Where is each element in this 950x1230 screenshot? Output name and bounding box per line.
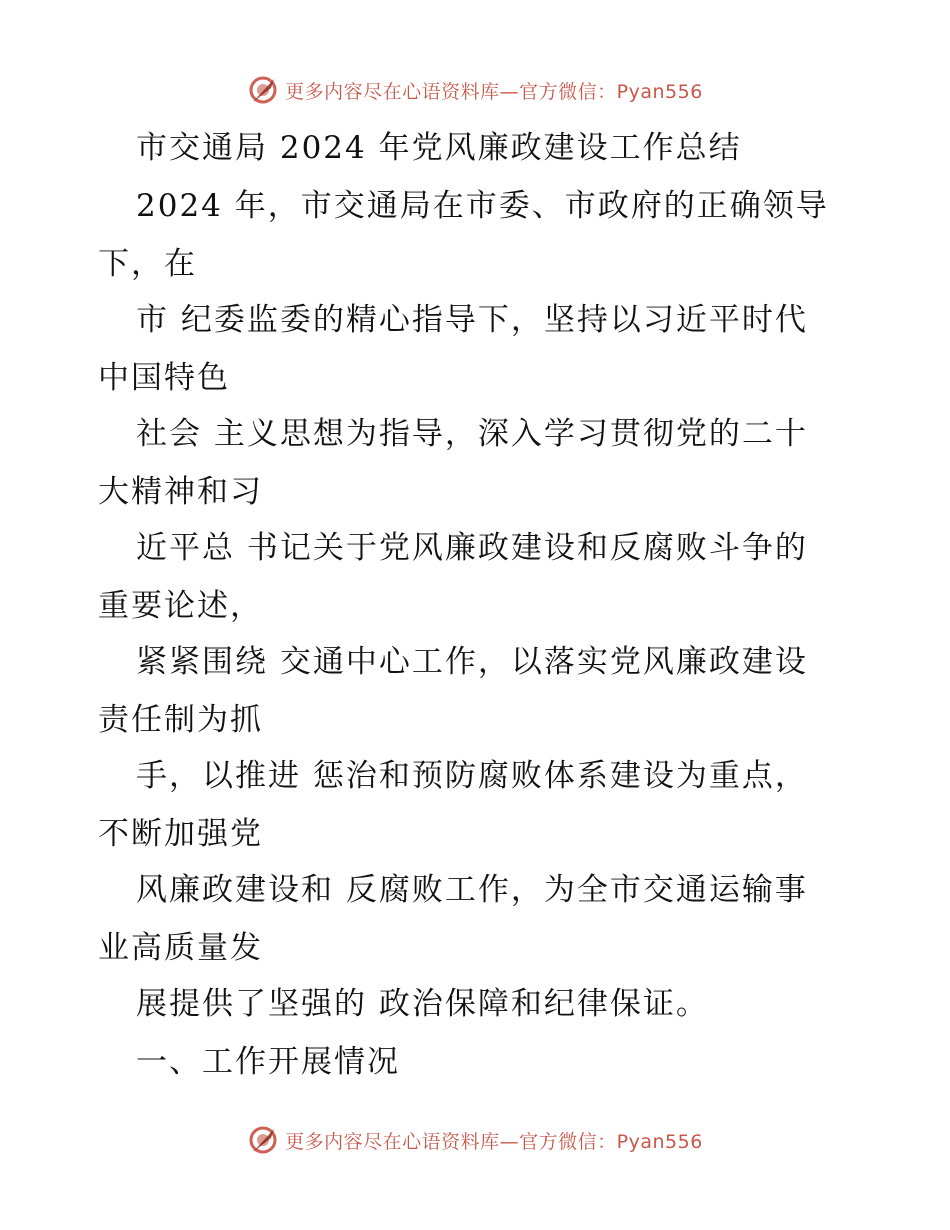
document-body bbox=[98, 125, 858, 1097]
paragraph-line: 下，在 bbox=[98, 246, 197, 282]
paragraph-line: 市 纪委监委的精心指导下，坚持以习近平时代 bbox=[136, 302, 808, 338]
paragraph-line: 重要论述， bbox=[98, 588, 263, 624]
watermark-text-bottom: 更多内容尽在心语资料库—官方微信：Pyan556 bbox=[285, 1130, 703, 1153]
watermark-banner-bottom bbox=[0, 1123, 950, 1157]
paragraph-line: 大精神和习 bbox=[98, 474, 263, 510]
quill-pen-logo-icon bbox=[247, 1124, 279, 1156]
paragraph-line: 风廉政建设和 反腐败工作，为全市交通运输事 bbox=[136, 872, 808, 908]
paragraph-line: 社会 主义思想为指导，深入学习贯彻党的二十 bbox=[136, 416, 808, 452]
paragraph-line: 业高质量发 bbox=[98, 930, 263, 966]
watermark-banner-top bbox=[0, 73, 950, 107]
paragraph-line: 不断加强党 bbox=[98, 816, 263, 852]
paragraph-line: 展提供了坚强的 政治保障和纪律保证。 bbox=[136, 986, 709, 1022]
quill-pen-logo-icon bbox=[247, 74, 279, 106]
document-title: 市交通局 2024 年党风廉政建设工作总结 bbox=[136, 130, 742, 166]
paragraph-line: 手，以推进 惩治和预防腐败体系建设为重点， bbox=[136, 758, 808, 794]
paragraph-line: 紧紧围绕 交通中心工作，以落实党风廉政建设 bbox=[136, 644, 808, 680]
paragraph-line: 中国特色 bbox=[98, 360, 230, 396]
paragraph-line: 2024 年，市交通局在市委、市政府的正确领导 bbox=[136, 188, 829, 224]
section-heading: 一、工作开展情况 bbox=[136, 1044, 400, 1080]
watermark-text-top: 更多内容尽在心语资料库—官方微信：Pyan556 bbox=[285, 80, 703, 103]
paragraph-line: 责任制为抓 bbox=[98, 702, 263, 738]
paragraph-line: 近平总 书记关于党风廉政建设和反腐败斗争的 bbox=[136, 530, 808, 566]
